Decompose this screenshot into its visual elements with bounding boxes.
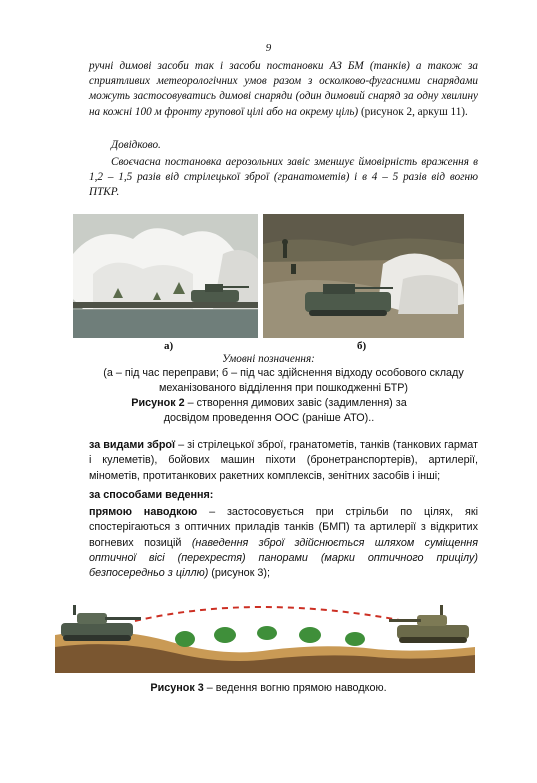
figure3-illustration	[55, 595, 475, 673]
smoke-means-text: ручні димові засоби так і засоби постановки АЗ БМ (танків) а також за сприятливих метеорологічних умов разом з осколково-фугасними снарядами можуть застосовуватись димові снаряди (один димовий снаряд за одну хвилину на кожні 100 м фронту групової цілі або на окрему ціль)	[89, 60, 478, 118]
figure3-caption-text: – ведення вогню прямою наводкою.	[203, 682, 387, 694]
label-b: б)	[357, 340, 367, 352]
legend-text: (а – під час переправи; б – під час здійснення відходу особового складу механізованого відділення при пошкодженні БТР)	[103, 367, 464, 395]
label-a: а)	[164, 340, 174, 352]
weapons-heading: за видами зброї	[89, 439, 176, 451]
figure3-caption	[0, 681, 537, 696]
photo-river-crossing	[73, 214, 258, 338]
figure2-caption-label: Рисунок 2	[131, 397, 185, 409]
figure2-caption	[119, 396, 419, 427]
direct-fire-italic: (наведення зброї здійснюється шляхом суміщення оптичної вісі (перехрестя) панорами (марки оптичного прицілу) безпосередньо з ціллю)	[89, 536, 478, 580]
weapons-text: – зі стрілецької зброї, гранатометів, танків (танкових гармат і кулеметів), бойових машин піхоти (бронетранспортерів), артилерії, мінометів, протитанкових ракетних комплексів, зенітних засобів і інші;	[89, 439, 478, 482]
methods-heading-text: за способами ведення:	[89, 489, 214, 501]
photo-bmp-withdrawal	[263, 214, 464, 338]
direct-fire-heading: прямою наводкою	[89, 506, 198, 518]
direct-fire-figure-ref: (рисунок 3);	[208, 567, 271, 580]
paragraph-smoke-means	[89, 59, 478, 120]
legend-title: Умовні позначення:	[222, 353, 315, 365]
figure-reference: (рисунок 2, аркуш 11).	[358, 105, 468, 118]
figure2-caption-text: – створення димових завіс (задимлення) за досвідом проведення ООС (раніше АТО)..	[163, 397, 407, 425]
note-label: Довідково.	[111, 139, 161, 151]
figure3-caption-label: Рисунок 3	[150, 682, 204, 694]
paragraph-direct-fire	[89, 505, 478, 581]
paragraph-weapons	[89, 438, 478, 484]
page-number: 9	[265, 42, 272, 54]
methods-heading	[89, 488, 478, 503]
note-paragraph: Своєчасна постановка аерозольних завіс зменшує ймовірність враження в 1,2 – 1,5 разів від стрілецької зброї (гранатометів) і в 4 – 5 разів від вогню ПТКР.	[89, 156, 478, 199]
direct-fire-text: – застосовується при стрільби по цілях, які спостерігаються з оптичних приладів танків (БМП) та артилерії з відкритих вогневих позицій	[89, 506, 478, 549]
